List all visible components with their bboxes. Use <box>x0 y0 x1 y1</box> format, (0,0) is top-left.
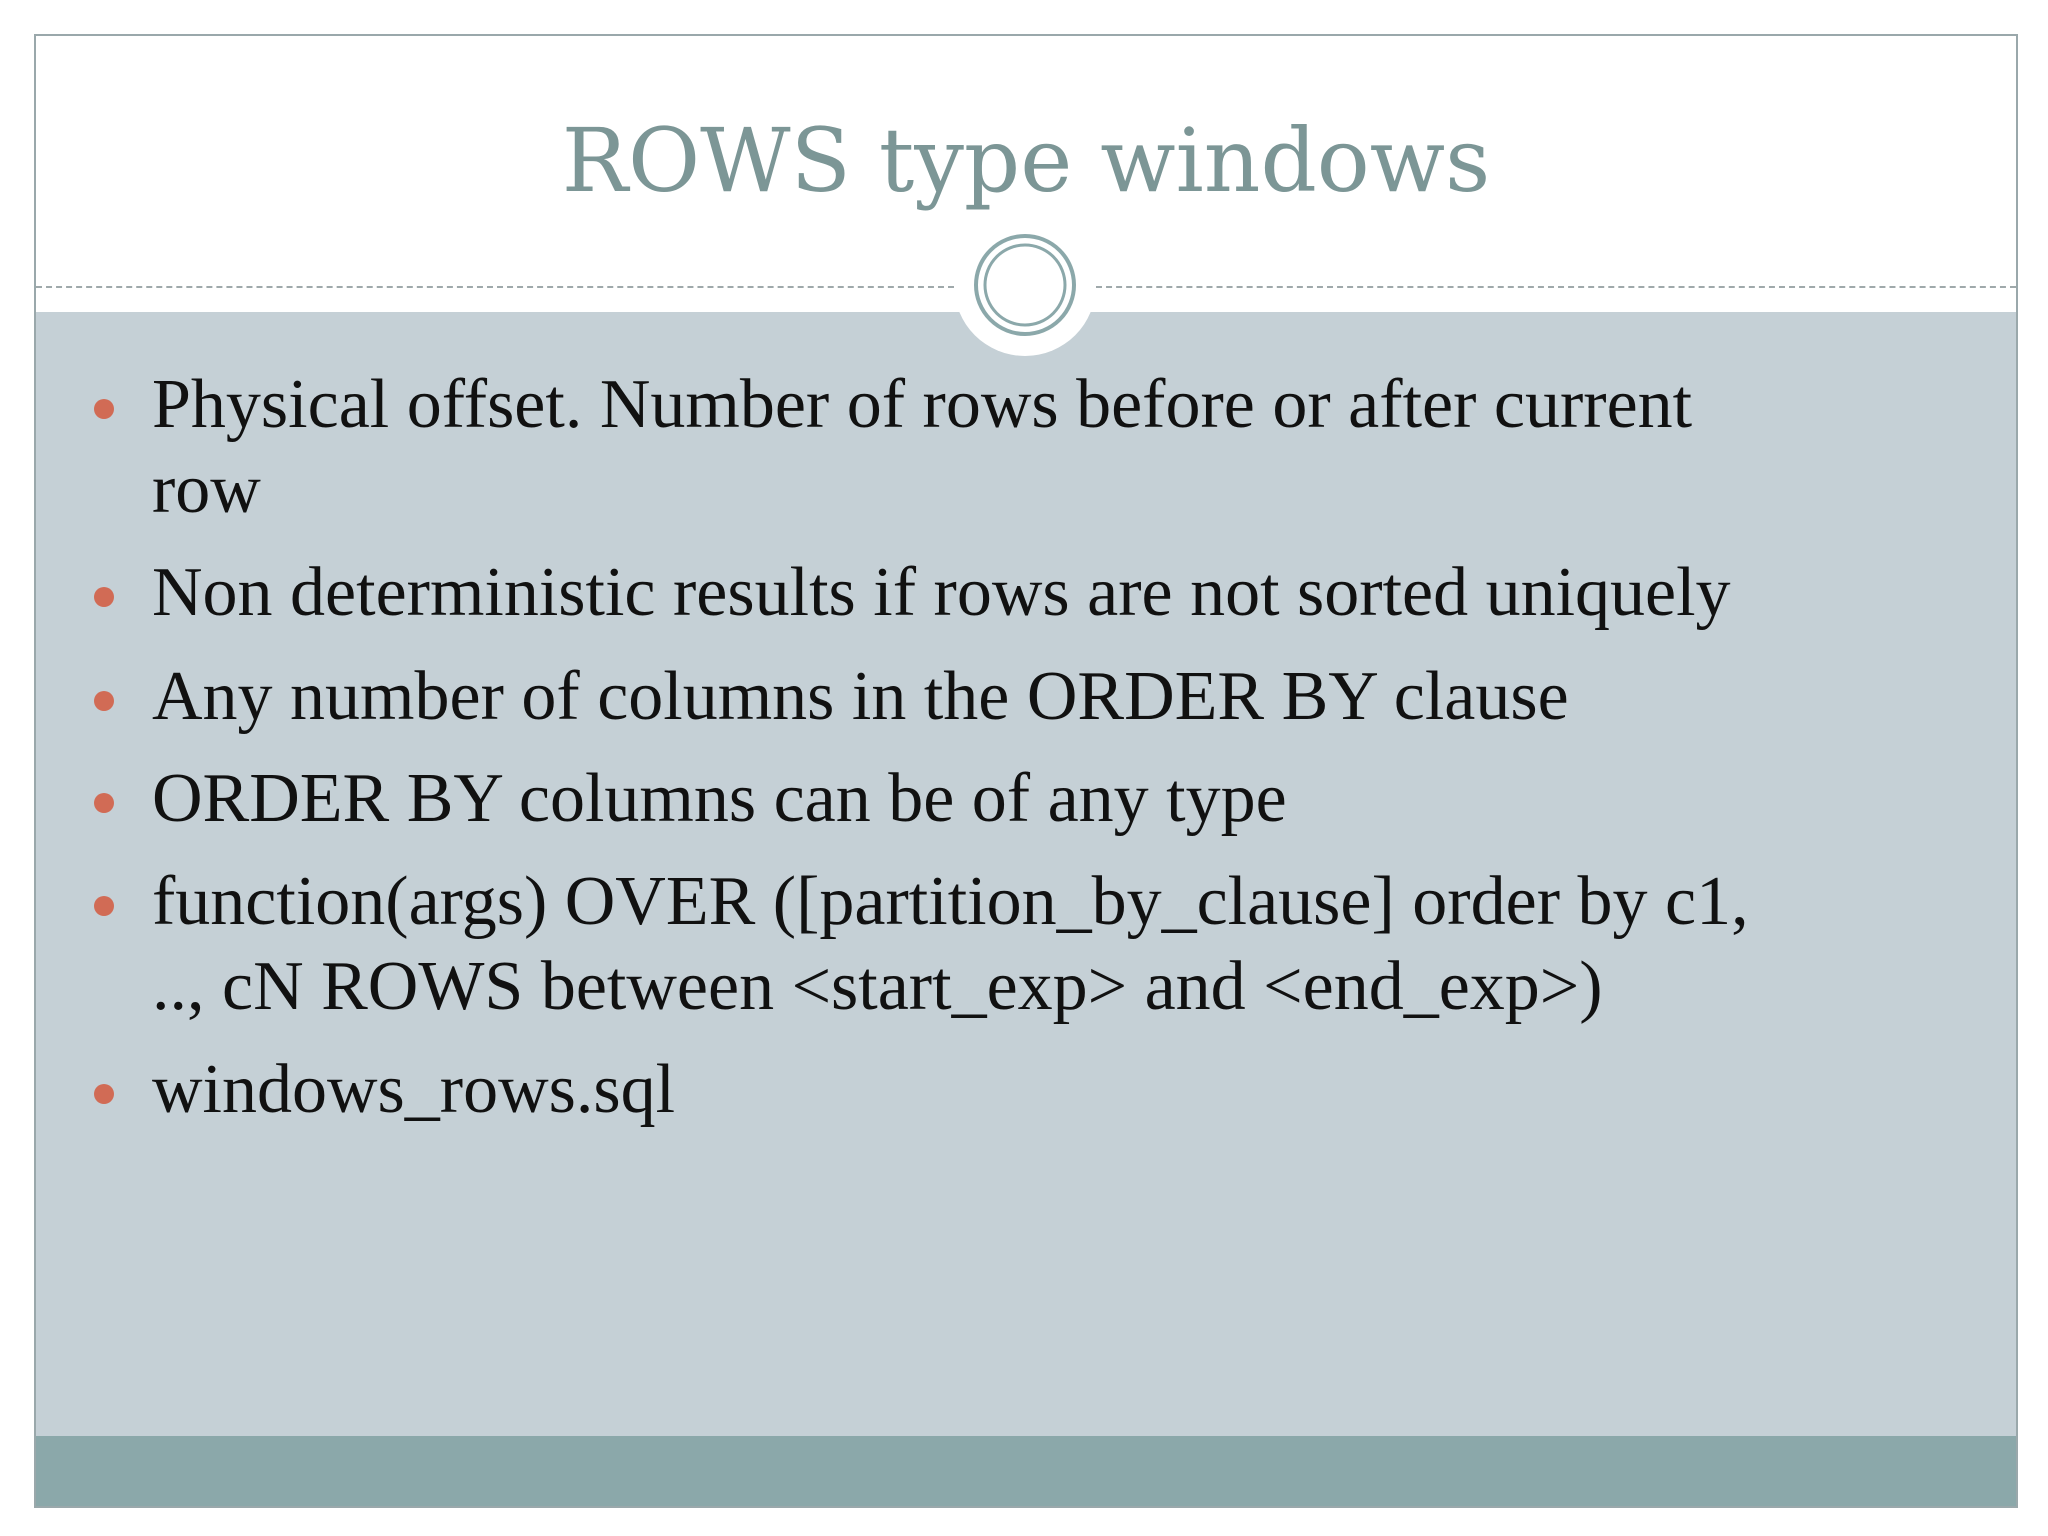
bullet-item <box>152 654 1982 739</box>
bullet-dot <box>94 1084 114 1104</box>
bullet-line: ORDER BY columns can be of any type <box>152 760 1287 837</box>
bullet-line: Any number of columns in the ORDER BY clause <box>152 658 1569 735</box>
bullet-line: Physical offset. Number of rows before or after current <box>152 366 1693 443</box>
bullet-line: row <box>152 451 261 528</box>
bullet-dot <box>94 691 114 711</box>
bullet-line: .., cN ROWS between <start_exp> and <end_exp>) <box>152 948 1603 1025</box>
bullet-line: Non deterministic results if rows are not sorted uniquely <box>152 554 1731 631</box>
bullet-list <box>36 36 2016 1506</box>
bullet-dot <box>94 399 114 419</box>
bullet-item <box>152 550 1982 635</box>
bullet-line: windows_rows.sql <box>152 1051 676 1128</box>
bullet-line: function(args) OVER ([partition_by_clause] order by c1, <box>152 863 1749 940</box>
bullet-item <box>152 859 1982 1029</box>
slide-title: ROWS type windows <box>561 109 1491 212</box>
bullet-item <box>152 756 1982 841</box>
bullet-dot <box>94 896 114 916</box>
bullet-dot <box>94 793 114 813</box>
slide <box>34 34 2018 1508</box>
bullet-item <box>152 362 1982 532</box>
bullet-item <box>152 1047 1982 1132</box>
bullet-dot <box>94 587 114 607</box>
